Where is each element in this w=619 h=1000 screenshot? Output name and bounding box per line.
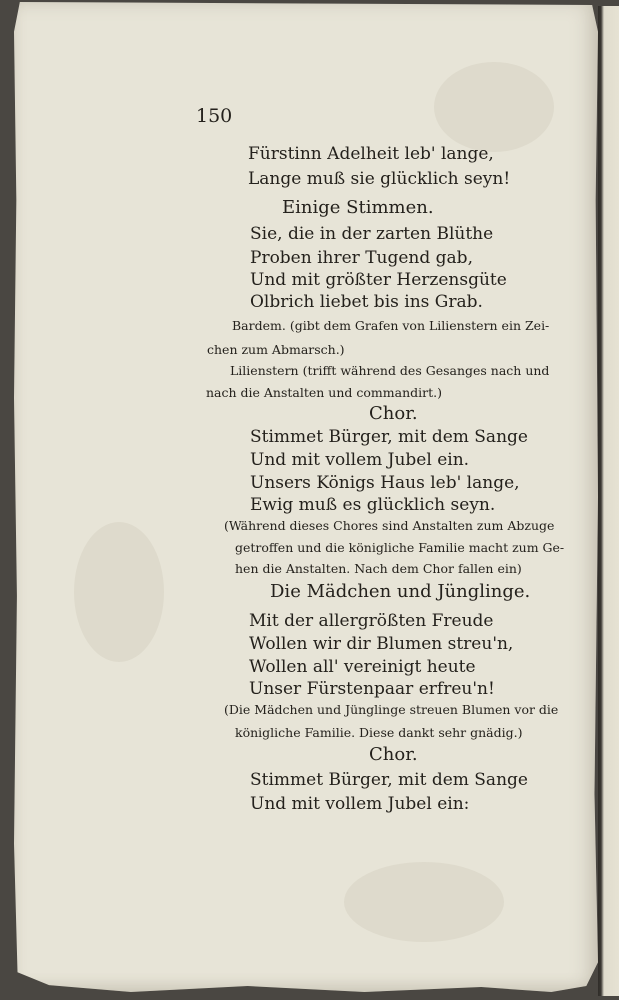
stage-direction: (Die Mädchen und Jünglinge streuen Blumen vor die	[224, 702, 559, 717]
stage-direction: getroffen und die königliche Familie macht zum Ge-	[235, 540, 565, 555]
next-page-edge	[598, 6, 619, 996]
verse-line: Lange muß sie glücklich seyn!	[248, 169, 511, 189]
verse-line: Sie, die in der zarten Blüthe	[250, 224, 494, 244]
verse-line: Mit der allergrößten Freude	[249, 611, 494, 631]
verse-line: Und mit vollem Jubel ein.	[250, 450, 470, 470]
verse-line: Olbrich liebet bis ins Grab.	[250, 292, 483, 312]
verse-line: Proben ihrer Tugend gab,	[250, 248, 473, 268]
stage-direction: königliche Familie. Diese dankt sehr gnädig.)	[235, 725, 523, 740]
verse-line: Wollen all' vereinigt heute	[249, 657, 476, 677]
stage-direction: (Während dieses Chores sind Anstalten zum Abzuge	[224, 518, 555, 533]
speaker-heading: Chor.	[369, 744, 418, 765]
verse-line: Wollen wir dir Blumen streu'n,	[249, 634, 514, 654]
stage-direction: nach die Anstalten und commandirt.)	[206, 385, 442, 400]
speaker-heading: Einige Stimmen.	[282, 197, 434, 218]
verse-line: Ewig muß es glücklich seyn.	[250, 495, 496, 515]
paper-stain	[344, 862, 504, 942]
verse-line: Unser Fürstenpaar erfreu'n!	[249, 679, 495, 699]
paper-stain	[74, 522, 164, 662]
speaker-heading: Chor.	[369, 403, 418, 424]
verse-line: Stimmet Bürger, mit dem Sange	[250, 427, 528, 447]
stage-direction: Bardem. (gibt dem Grafen von Lilienstern ein Zei-	[232, 318, 550, 333]
verse-line: Stimmet Bürger, mit dem Sange	[250, 770, 528, 790]
paper-stain	[434, 62, 554, 152]
verse-line: Und mit vollem Jubel ein:	[250, 794, 470, 814]
stage-direction: chen zum Abmarsch.)	[207, 342, 345, 357]
page-number: 150	[196, 105, 233, 127]
stage-direction: hen die Anstalten. Nach dem Chor fallen ein)	[235, 561, 522, 576]
verse-line: Unsers Königs Haus leb' lange,	[250, 473, 520, 493]
speaker-heading: Die Mädchen und Jünglinge.	[270, 581, 531, 602]
verse-line: Fürstinn Adelheit leb' lange,	[248, 144, 494, 164]
stage-direction: Lilienstern (trifft während des Gesanges nach und	[230, 363, 550, 378]
verse-line: Und mit größter Herzensgüte	[250, 270, 507, 290]
